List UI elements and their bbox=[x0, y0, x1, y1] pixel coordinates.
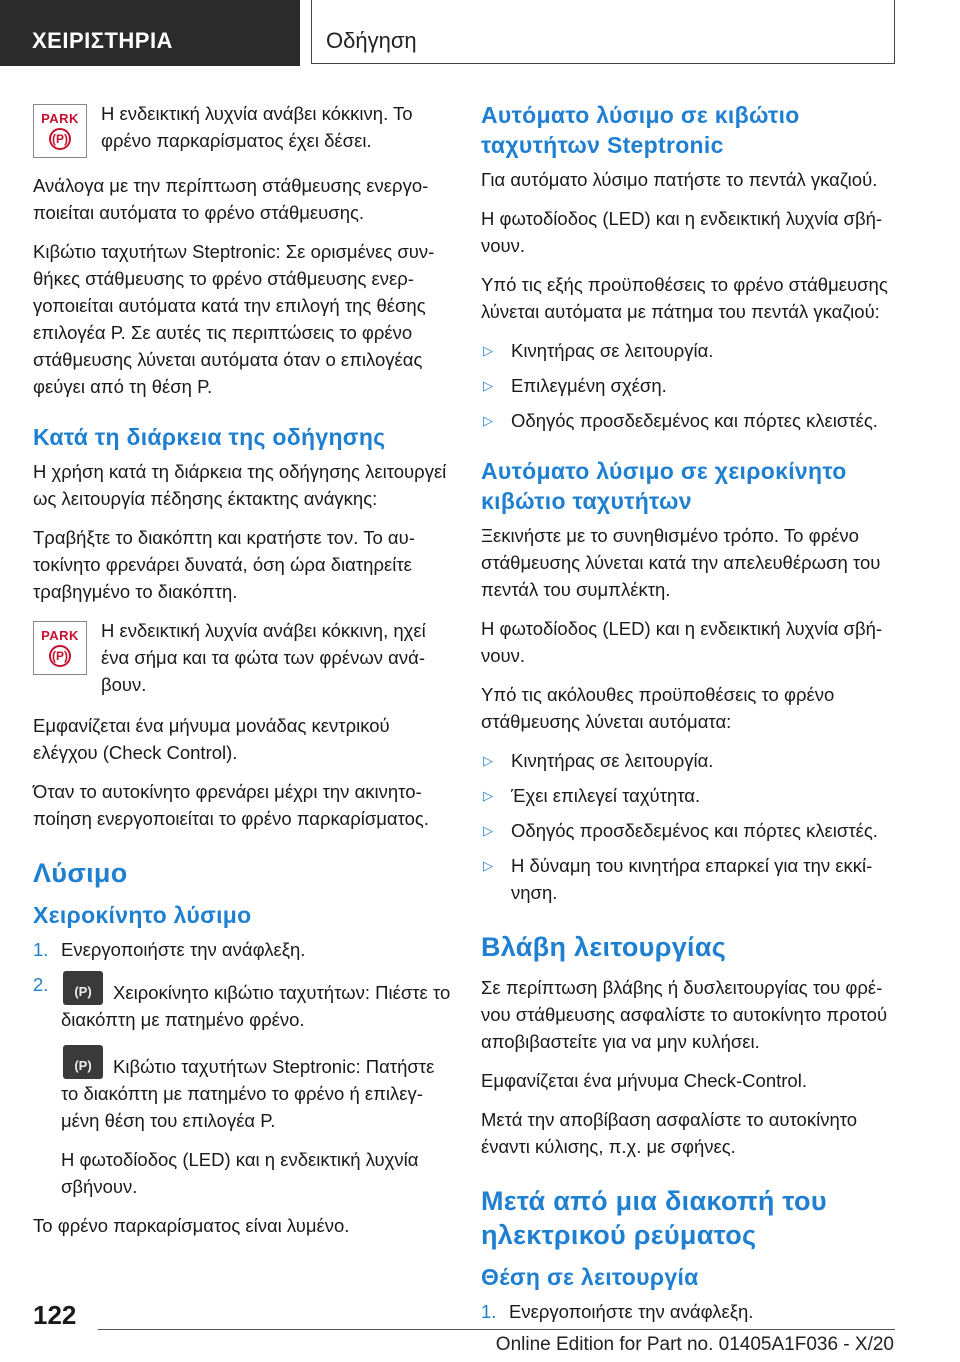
paragraph: Εμφανίζεται ένα μήνυμα Check-Control. bbox=[481, 1070, 807, 1091]
conditions-list bbox=[481, 337, 897, 434]
list-item: 2. (P) Χειροκίνητο κιβώτιο ταχυτήτων: Πιέστε το διακόπτη με πατημένο φρένο. bbox=[33, 971, 451, 1033]
heading-manual-release: Χειροκίνητο λύσιμο bbox=[33, 902, 252, 928]
list-item: ▷ Οδηγός προσδεδεμένος και πόρτες κλειστές. bbox=[481, 817, 897, 844]
left-column bbox=[33, 100, 451, 1251]
header-section: ΧΕΙΡΙΣΤΗΡΙΑ bbox=[0, 0, 300, 66]
paragraph: Υπό τις ακόλουθες προϋποθέσεις το φρένο στάθμευσης λύνεται αυτόματα: bbox=[481, 684, 835, 732]
list-item: ▷ Επιλεγμένη σχέση. bbox=[481, 372, 897, 399]
list-item: 1. Ενεργοποιήστε την ανάφλεξη. bbox=[481, 1301, 754, 1322]
triangle-bullet-icon: ▷ bbox=[483, 343, 493, 358]
paragraph: Η φωτοδίοδος (LED) και η ενδεικτική λυχνία σβήνουν. bbox=[481, 618, 883, 666]
park-warning-row bbox=[33, 100, 451, 158]
list-item: ▷ Η δύναμη του κινητήρα επαρκεί για την εκκίνηση. bbox=[481, 852, 897, 906]
park-warning-text: Η ενδεικτική λυχνία ανάβει κόκκινη. Το φρένο παρκαρίσματος έχει δέσει. bbox=[101, 103, 413, 151]
release-steps bbox=[33, 936, 451, 1033]
park-warning-row bbox=[33, 617, 451, 698]
heading-power-interruption: Μετά από μια διακοπή του ηλεκτρικού ρεύματος bbox=[481, 1186, 827, 1250]
heading-auto-manual: Αυτόματο λύσιμο σε χειροκίνητο κιβώτιο ταχυτήτων bbox=[481, 458, 847, 514]
conditions-list bbox=[481, 747, 897, 906]
paragraph: Σε περίπτωση βλάβης ή δυσλειτουργίας του φρένου στάθμευσης ασφαλίστε το αυτοκίνητο προτού αποβιβαστείτε για να μην κυλήσει. bbox=[481, 977, 888, 1052]
heading-driving: Κατά τη διάρκεια της οδήγησης bbox=[33, 424, 386, 450]
footer-divider bbox=[98, 1329, 895, 1330]
list-item: ▷ Οδηγός προσδεδεμένος και πόρτες κλειστές. bbox=[481, 407, 897, 434]
paragraph: Όταν το αυτοκίνητο φρενάρει μέχρι την ακινητοποίηση ενεργοποιείται το φρένο παρκαρίσματος. bbox=[33, 781, 429, 829]
paragraph: Μετά την αποβίβαση ασφαλίστε το αυτοκίνητο έναντι κύλισης, π.χ. με σφήνες. bbox=[481, 1109, 858, 1157]
step-extra: (P)Κιβώτιο ταχυτήτων Steptronic: Πατήστε το διακόπτη με πατημένο το φρένο ή επιλεγμένη θέση του επιλογέα P. bbox=[33, 1045, 451, 1134]
right-column bbox=[481, 100, 897, 1337]
paragraph: Κιβώτιο ταχυτήτων Steptronic: Σε ορισμένες συνθήκες στάθμευσης το φρένο στάθμευσης ενεργοποιείται αυτόματα κατά την επιλογή της θέσης επιλογέα P. Σε αυτές τις περιπτώσεις το φρένο στάθμευσης λύνεται αυτόματα όταν ο επιλογέας φεύγει από τη θέση P. bbox=[33, 241, 435, 397]
park-brake-icon: PARK (P) bbox=[33, 104, 87, 158]
operation-steps bbox=[481, 1298, 897, 1325]
park-brake-icon: PARK (P) bbox=[33, 621, 87, 675]
list-item: 1. Ενεργοποιήστε την ανάφλεξη. bbox=[33, 939, 306, 960]
header-chapter: Οδήγηση bbox=[311, 0, 895, 64]
triangle-bullet-icon: ▷ bbox=[483, 378, 493, 393]
paragraph: Εμφανίζεται ένα μήνυμα μονάδας κεντρικού ελέγχου (Check Control). bbox=[33, 715, 390, 763]
triangle-bullet-icon: ▷ bbox=[483, 413, 493, 428]
paragraph: Τραβήξτε το διακόπτη και κρατήστε τον. Το αυτοκίνητο φρενάρει δυνατά, όση ώρα διατηρείτε τραβηγμένο το διακόπτη. bbox=[33, 527, 415, 602]
paragraph: Για αυτόματο λύσιμο πατήστε το πεντάλ γκαζιού. bbox=[481, 169, 878, 190]
page-number: 122 bbox=[33, 1300, 77, 1330]
triangle-bullet-icon: ▷ bbox=[483, 823, 493, 838]
triangle-bullet-icon: ▷ bbox=[483, 858, 493, 873]
paragraph: Η φωτοδίοδος (LED) και η ενδεικτική λυχνία σβήνουν. bbox=[481, 208, 883, 256]
parking-brake-switch-icon bbox=[63, 971, 103, 1005]
paragraph: Η χρήση κατά τη διάρκεια της οδήγησης λειτουργεί ως λειτουργία πέδησης έκτακτης ανάγκης: bbox=[33, 461, 447, 509]
paragraph: Υπό τις εξής προϋποθέσεις το φρένο στάθμευσης λύνεται αυτόματα με πάτημα του πεντάλ γκαζιού: bbox=[481, 274, 888, 322]
triangle-bullet-icon: ▷ bbox=[483, 753, 493, 768]
list-item: ▷ Έχει επιλεγεί ταχύτητα. bbox=[481, 782, 897, 809]
triangle-bullet-icon: ▷ bbox=[483, 788, 493, 803]
heading-fault: Βλάβη λειτουργίας bbox=[481, 932, 727, 962]
step-led: Η φωτοδίοδος (LED) και η ενδεικτική λυχνία σβήνουν. bbox=[61, 1149, 419, 1197]
heading-release: Λύσιμο bbox=[33, 858, 128, 888]
paragraph: Ξεκινήστε με το συνηθισμένο τρόπο. Το φρένο στάθμευσης λύνεται κατά την απελευθέρωση του πεντάλ του συμπλέκτη. bbox=[481, 525, 881, 600]
paragraph: Το φρένο παρκαρίσματος είναι λυμένο. bbox=[33, 1215, 350, 1236]
list-item: ▷ Κινητήρας σε λειτουργία. bbox=[481, 337, 897, 364]
park-warning-text: Η ενδεικτική λυχνία ανάβει κόκκινη, ηχεί ένα σήμα και τα φώτα των φρένων ανάβουν. bbox=[101, 620, 426, 695]
list-item: ▷ Κινητήρας σε λειτουργία. bbox=[481, 747, 897, 774]
heading-auto-steptronic: Αυτόματο λύσιμο σε κιβώτιο ταχυτήτων Steptronic bbox=[481, 102, 800, 158]
paragraph: Ανάλογα με την περίπτωση στάθμευσης ενεργοποιείται αυτόματα το φρένο στάθμευσης. bbox=[33, 175, 429, 223]
heading-operation: Θέση σε λειτουργία bbox=[481, 1264, 699, 1290]
footer-edition: Online Edition for Part no. 01405A1F036 - X/20 bbox=[495, 1334, 894, 1355]
parking-brake-switch-icon bbox=[63, 1045, 103, 1079]
